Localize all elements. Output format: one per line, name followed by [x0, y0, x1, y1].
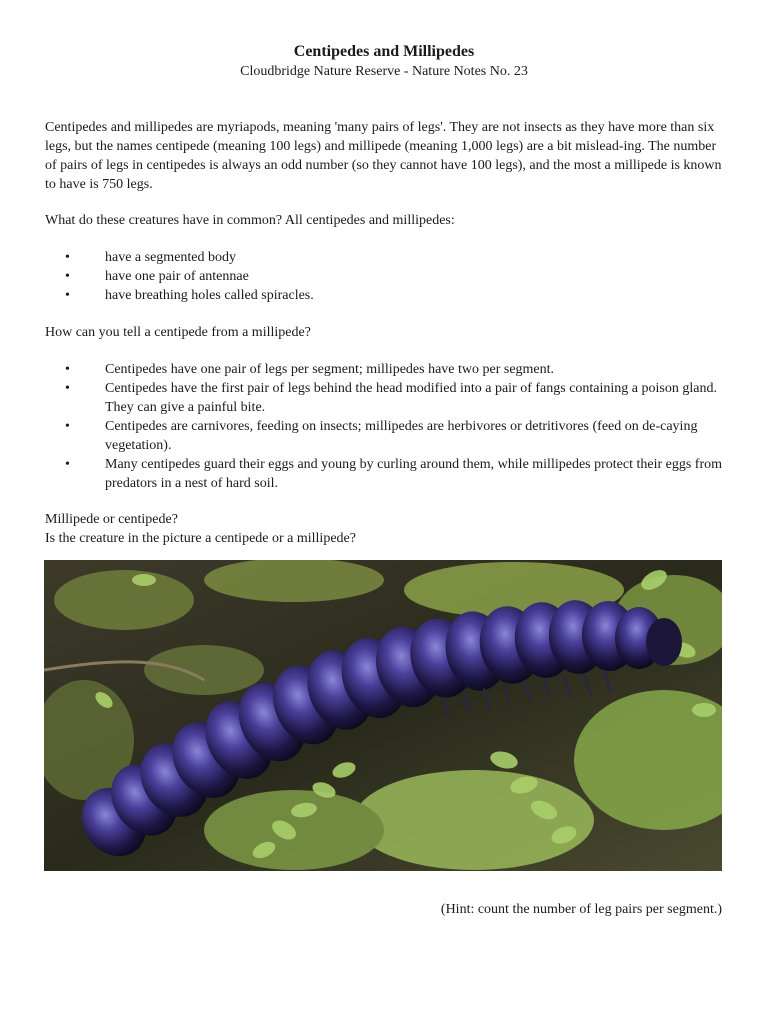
- page-title: Centipedes and Millipedes: [293, 43, 475, 60]
- list-item: [45, 417, 723, 455]
- list-item-text: Centipedes have the first pair of legs behind the head modified into a pair of fangs containing a poison gland. They can give a painful bite.: [105, 381, 717, 415]
- list-item: [45, 267, 723, 286]
- bullet: •: [65, 457, 70, 472]
- page-subtitle: Cloudbridge Nature Reserve - Nature Notes No. 23: [240, 64, 528, 79]
- bullet: •: [65, 288, 70, 303]
- bullet: •: [65, 362, 70, 377]
- differences-list: [45, 360, 723, 493]
- bullet: •: [65, 250, 70, 265]
- common-question: What do these creatures have in common? All centipedes and millipedes:: [45, 213, 455, 228]
- list-item: [45, 286, 723, 305]
- quiz-heading: Millipede or centipede?: [45, 512, 178, 527]
- bullet: •: [65, 381, 70, 396]
- bullet: •: [65, 419, 70, 434]
- millipede-photo: [44, 560, 722, 871]
- quiz-question: Is the creature in the picture a centipede or a millipede?: [45, 531, 356, 546]
- list-item-text: have a segmented body: [105, 250, 237, 265]
- list-item: [45, 455, 723, 493]
- list-item-text: Centipedes have one pair of legs per segment; millipedes have two per segment.: [105, 362, 555, 377]
- list-item: [45, 379, 723, 417]
- bullet: •: [65, 269, 70, 284]
- list-item-text: have one pair of antennae: [105, 269, 249, 284]
- intro-paragraph: Centipedes and millipedes are myriapods, meaning 'many pairs of legs'. They are not insects as they have more than six legs, but the names centipede (meaning 100 legs) and millipede (meaning 1,000 legs) are a bit mislead-ing. The number of pairs of legs in centipedes is always an odd number (so they cannot have 100 legs), and the most a millipede is known to have is 750 legs.: [45, 120, 722, 192]
- list-item-text: have breathing holes called spiracles.: [105, 288, 314, 303]
- difference-question: How can you tell a centipede from a millipede?: [45, 325, 311, 340]
- common-traits-list: [45, 248, 723, 305]
- hint-text: (Hint: count the number of leg pairs per segment.): [440, 902, 722, 917]
- list-item: [45, 360, 723, 379]
- list-item-text: Centipedes are carnivores, feeding on insects; millipedes are herbivores or detritivores (feed on de-caying vegetation).: [105, 419, 698, 453]
- list-item-text: Many centipedes guard their eggs and young by curling around them, while millipedes protect their eggs from predators in a nest of hard soil.: [105, 457, 723, 491]
- list-item: [45, 248, 723, 267]
